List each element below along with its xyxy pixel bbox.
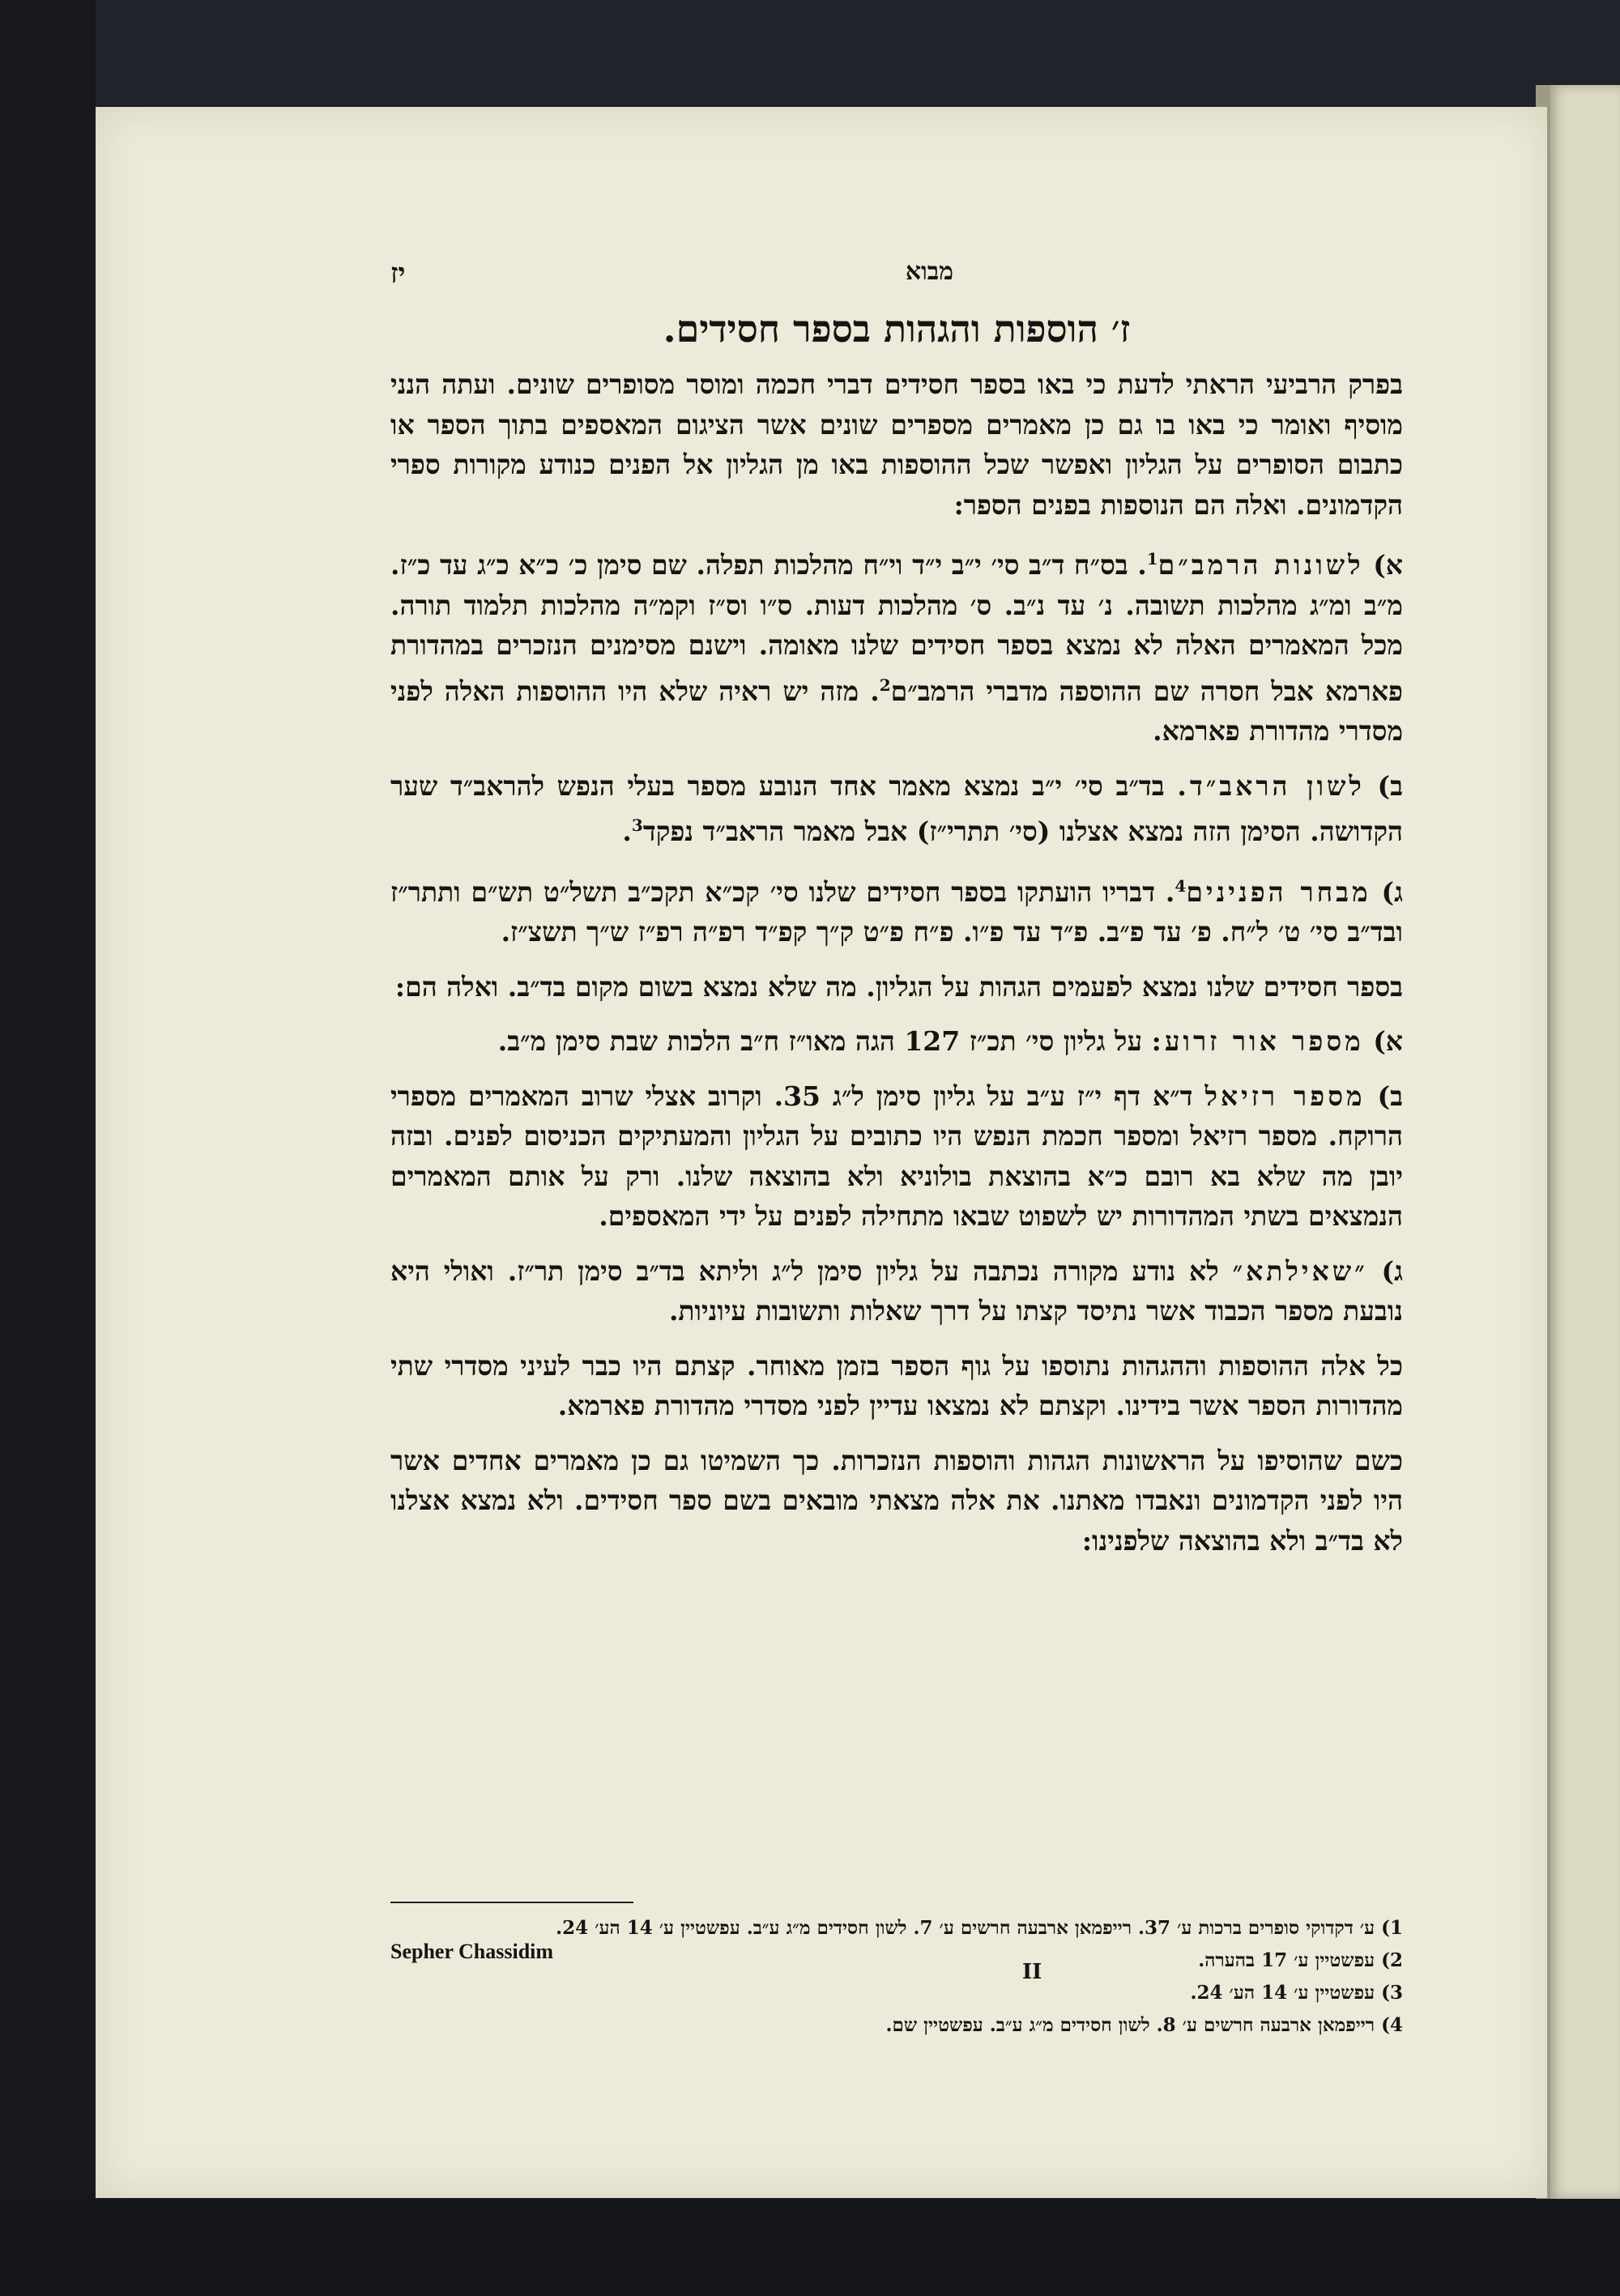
item-label: ב) [1377, 1080, 1403, 1112]
gloss-item [390, 1251, 1403, 1331]
item-heading: מספר אור זרוע: [1151, 1025, 1364, 1057]
item-label: א) [1373, 1025, 1403, 1057]
item-heading: מספר רזיאל [1204, 1080, 1366, 1112]
scan-backdrop-bottom [0, 2199, 1620, 2296]
list-item [390, 539, 1403, 752]
item-text: . מזה יש ראיה שלא היו ההוספות האלה לפני מסדרי מהדורת פארמא. [390, 675, 1403, 747]
page-number: יז [390, 258, 406, 290]
item-heading: מבחר הפנינים [1186, 875, 1371, 908]
facing-page-edge [1549, 85, 1620, 2199]
item-label: ג) [1381, 875, 1403, 908]
item-text: בד״ב סי׳ י״ב נמצא מאמר אחד הנובע מספר בעלי הנפש להראב״ד שער הקדושה. הסימן הזה נמצא אצלנו (סי׳ תתרי״ז) אבל מאמר הראב״ד נפקד [390, 769, 1403, 847]
item-text: . [622, 816, 632, 847]
running-head: מבוא [905, 258, 953, 286]
footnote: 1) ע׳ דקדוקי סופרים ברכות ע׳ 37. רייפמאן ארבעה חרשים ע׳ 7. לשון חסידים מ״ג ע״ב. עפשטיין ע׳ 14 הע׳ 24. [556, 1917, 1403, 1939]
item-label: א) [1373, 549, 1403, 581]
footnote-ref: 3 [631, 816, 643, 835]
intro-paragraph: בפרק הרביעי הראתי לדעת כי באו בספר חסידים דברי חכמה ומוסר מסופרים שונים. ועתה הנני מוסיף ואומר כי באו בו גם כן מאמרים מספרים שונים אשר הציגום המאספים בתוך הספר או כתבום הסופרים על הגליון ואפשר שכל ההוספות באו מן הגליון אל הפנים כנודע מקורות ספרי הקדמונים. ואלה הם הנוספות בפנים הספר: [390, 368, 1403, 521]
gloss-item [390, 1076, 1403, 1237]
footnote-ref: 2 [879, 675, 891, 695]
item-text: . בס״ח ד״ב סי׳ י״ב י״ד וי״ח מהלכות תפלה. שם סימן כ׳ כ״א כ״ג עד כ״ז. מ״ב ומ״ג מהלכות תשובה. נ׳ עד נ״ב. ס׳ מהלכות דעות. ס״ו וס״ז וקמ״ה מהלכות תלמוד תורה. מכל המאמרים האלה לא נמצא בספר חסידים שלנו מאומה. וישנם מסימנים הנזכרים במהדורת פארמא אבל חסרה שם ההוספה מדברי הרמב״ם [390, 549, 1403, 707]
page-text-area [390, 146, 1403, 2146]
chapter-title: ז׳ הוספות והגהות בספר חסידים. [663, 307, 1131, 351]
footnote: 4) רייפמאן ארבעה חרשים ע׳ 8. לשון חסידים מ״ג ע״ב. עפשטיין שם. [885, 2014, 1403, 2036]
closing-paragraph: כשם שהוסיפו על הראשונות הגהות והוספות הנזכרות. כך השמיטו גם כן מאמרים אחדים אשר היו לפני הקדמונים ונאבדו מאתנו. את אלה מצאתי מובאים בשם ספר חסידים. ולא נמצא אצלנו לא בד״ב ולא בהוצאה שלפנינו: [390, 1444, 1403, 1557]
item-heading: ״שאילתא״ [1232, 1254, 1368, 1287]
glosses-intro: בספר חסידים שלנו נמצא לפעמים הגהות על הגליון. מה שלא נמצא בשום מקום בד״ב. ואלה הם: [394, 970, 1403, 1003]
item-text: על גליון סי׳ תכ״ז 127 הגה מאו״ז ח״ב הלכות שבת סימן מ״ב. [497, 1025, 1143, 1057]
item-heading: לשונות הרמב״ם [1157, 549, 1364, 581]
item-text: לא נודע מקורה נכתבה על גליון סימן ל״ג וליתא בד״ב סימן תר״ז. ואולי היא נובעת מספר הכבוד אשר נתיסד קצתו על דרך שאלות ותשובות עיוניות. [390, 1254, 1403, 1327]
list-item [390, 867, 1403, 952]
signature-mark: II [1022, 1960, 1042, 1984]
item-label: ג) [1381, 1254, 1404, 1287]
publisher-mark: Sepher Chassidim [390, 1940, 554, 1963]
item-text: . דבריו הועתקו בספר חסידים שלנו סי׳ קכ״א תקכ״ב תשל״ט תש״ם ותתר״ז ובד״ב סי׳ ט׳ ל״ח. פ׳ עד פ״ב. פ״ד עד פ״ו. פ״ח פ״ט ק״ך קפ״ד רפ״ה רפ״ז ש״ך תשצ״ז. [390, 875, 1403, 948]
gloss-item [390, 1021, 1403, 1062]
scan-backdrop-left [0, 0, 96, 2296]
footnote-ref: 4 [1174, 875, 1187, 896]
page-body [390, 364, 1403, 1575]
footnote-divider [390, 1902, 633, 1903]
item-text: ד״א דף י״ז ע״ב על גליון סימן ל״ג 35. וקרוב אצלי שרוב המאמרים מספרי הרוקח. מספר רזיאל ומספר חכמת הנפש היו כתובים על הגליון והמעתיקים הכניסום לפנים. ובזה יובן מה שלא בא רובם כ״א בהוצאת בולוניא ולא בהוצאה שלנו. ורק על אותם המאמרים הנמצאים בשתי המהדורות יש לשפוט שבאו מתחילה לפנים על ידי המאספים. [390, 1080, 1403, 1232]
item-heading: לשון הראב״ד. [1177, 769, 1365, 802]
page-header [390, 258, 1403, 298]
footnote: 3) עפשטיין ע׳ 14 הע׳ 24. [1190, 1982, 1403, 2004]
footnotes [390, 1913, 1403, 2043]
list-item [390, 766, 1403, 852]
item-label: ב) [1377, 769, 1403, 802]
closing-paragraph: כל אלה ההוספות וההגהות נתוספו על גוף הספר בזמן מאוחר. קצתם היו כבר לעיני מסדרי שתי מהדורות הספר אשר בידינו. וקצתם לא נמצאו עדיין לפני מסדרי מהדורת פארמא. [390, 1349, 1403, 1421]
scan-backdrop [0, 0, 1620, 105]
footnote: 2) עפשטיין ע׳ 17 בהערה. [1198, 1949, 1403, 1971]
footnote-ref: 1 [1146, 549, 1158, 569]
